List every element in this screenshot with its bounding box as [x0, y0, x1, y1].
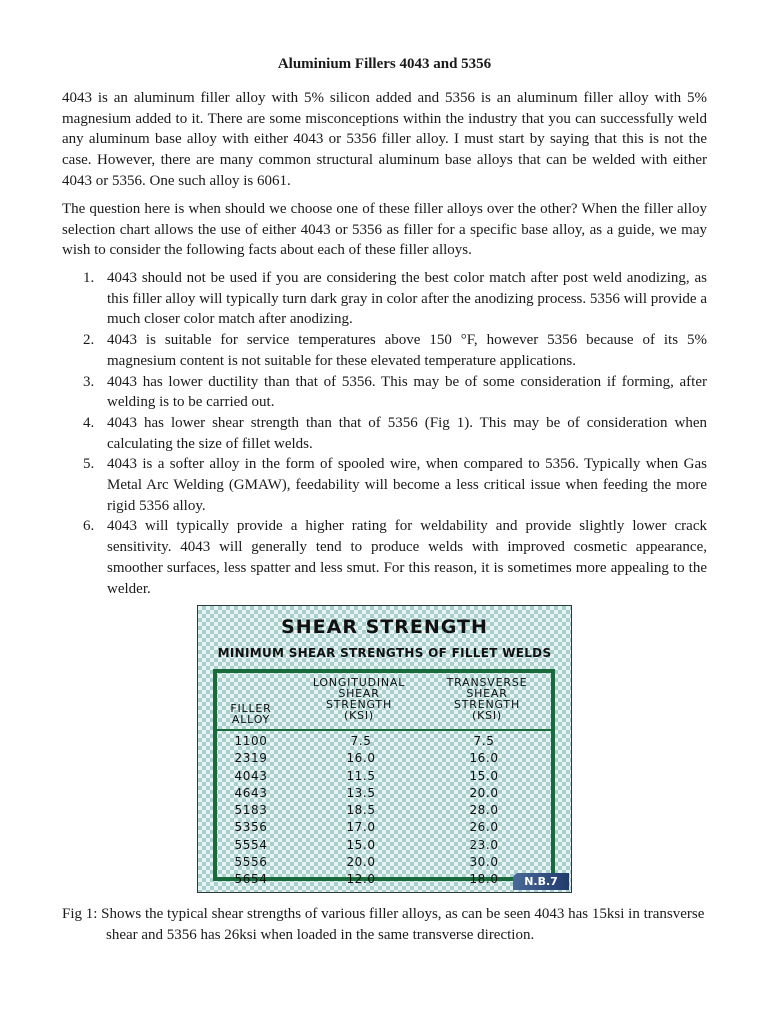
cell-alloy: 5356 — [234, 820, 268, 835]
list-item — [62, 268, 707, 330]
header-line: STRENGTH — [325, 698, 393, 711]
list-item — [62, 413, 707, 454]
header-line: (KSI) — [343, 709, 375, 722]
list-item-number: 6. — [83, 518, 95, 535]
list-item — [62, 372, 707, 413]
cell-longitudinal: 20.0 — [346, 855, 376, 870]
table-row — [217, 819, 551, 836]
list-item-text: 4043 will typically provide a higher rating for weldability and provide slightly lower crack sensitivity. 4043 will generally tend to produce welds with improved cosmetic appearance, smoother surfaces, less spatter and less smut. For this reason, it is sometimes more appealing to the welder. — [107, 518, 707, 597]
list-item-text: 4043 should not be used if you are considering the best color match after post weld anodizing, as this filler alloy will typically turn dark gray in color after the anodizing process. 5356 will provide a much closer color match after anodizing. — [107, 270, 707, 328]
table-row — [217, 854, 551, 871]
figure-subtitle: MINIMUM SHEAR STRENGTHS OF FILLET WELDS — [217, 646, 552, 660]
figure-badge: N.B.7 — [513, 873, 569, 890]
cell-transverse: 18.0 — [469, 872, 499, 887]
cell-alloy: 1100 — [234, 734, 268, 748]
list-item-text: 4043 has lower shear strength than that of 5356 (Fig 1). This may be of consideration when calculating the size of fillet welds. — [107, 414, 707, 452]
table-row — [217, 802, 551, 819]
cell-alloy: 5183 — [234, 803, 268, 818]
list-item-number: 1. — [83, 270, 95, 286]
cell-longitudinal: 17.0 — [346, 820, 376, 835]
header-line: SHEAR — [338, 687, 380, 700]
list-item-text: 4043 is a softer alloy in the form of spooled wire, when compared to 5356. Typically when Gas Metal Arc Welding (GMAW), feedability will become a less critical issue when feeding the more rigid 5356 alloy. — [107, 456, 707, 514]
cell-alloy: 5556 — [234, 855, 268, 870]
cell-longitudinal: 18.5 — [346, 803, 376, 818]
list-item-number: 4. — [83, 414, 95, 431]
list-item-number: 3. — [83, 373, 95, 390]
cell-longitudinal: 11.5 — [346, 768, 376, 783]
cell-transverse: 23.0 — [469, 837, 499, 852]
intro-paragraph: 4043 is an aluminum filler alloy with 5% silicon added and 5356 is an aluminum filler alloy with 5% magnesium added to it. There are some misconceptions within the industry that you can successfully weld any aluminum base alloy with either 4043 or 5356 filler alloy. I must start by saying that this is not the case. However, there are many common structural aluminum base alloys that can be welded with either 4043 or 5356. One such alloy is 6061. — [62, 90, 707, 189]
cell-longitudinal: 7.5 — [350, 734, 372, 748]
header-line: STRENGTH — [453, 698, 521, 711]
cell-longitudinal: 16.0 — [346, 751, 376, 766]
list-item — [62, 454, 707, 516]
question-paragraph: The question here is when should we choose one of these filler alloys over the other? When the filler alloy selection chart allows the use of either 4043 or 5356 as filler for a specific base alloy, as a guide, we may wish to consider the following facts about each of these filler alloys. — [62, 201, 707, 259]
list-item-number: 5. — [83, 456, 95, 473]
header-line: TRANSVERSE — [446, 676, 528, 689]
table-row — [217, 785, 551, 802]
facts-list — [62, 268, 707, 599]
header-line: ALLOY — [231, 713, 271, 726]
cell-transverse: 20.0 — [469, 785, 499, 800]
table-row — [217, 733, 551, 750]
cell-transverse: 16.0 — [469, 751, 499, 766]
cell-transverse: 30.0 — [469, 855, 499, 870]
cell-alloy: 4643 — [234, 785, 268, 800]
figure-title: SHEAR STRENGTH — [281, 616, 488, 638]
cell-longitudinal: 15.0 — [346, 837, 376, 852]
shear-strength-figure — [197, 605, 572, 893]
list-item — [62, 516, 707, 599]
cell-alloy: 2319 — [234, 751, 268, 766]
table-row — [217, 837, 551, 854]
cell-transverse: 15.0 — [469, 768, 499, 783]
header-line: SHEAR — [466, 687, 508, 700]
document-title: Aluminium Fillers 4043 and 5356 — [277, 56, 492, 72]
figure-caption: Fig 1: Shows the typical shear strengths of various filler alloys, as can be seen 4043 has 15ksi in transverse shear and 5356 has 26ksi when loaded in the same transverse direction. — [62, 906, 705, 943]
column-header-transverse — [437, 677, 537, 721]
cell-alloy: 4043 — [234, 768, 268, 783]
header-line: FILLER — [230, 702, 272, 715]
header-line: (KSI) — [471, 709, 503, 722]
cell-alloy: 5554 — [234, 837, 268, 852]
cell-transverse: 28.0 — [469, 803, 499, 818]
cell-longitudinal: 12.0 — [346, 872, 376, 887]
column-header-filler-alloy — [221, 703, 281, 725]
cell-alloy: 5654 — [234, 872, 268, 887]
table-row — [217, 871, 551, 888]
cell-transverse: 7.5 — [473, 734, 495, 748]
table-row — [217, 768, 551, 785]
table-body — [217, 733, 551, 889]
cell-transverse: 26.0 — [469, 820, 499, 835]
table-row — [217, 750, 551, 767]
header-divider — [217, 729, 551, 731]
list-item-number: 2. — [83, 332, 95, 349]
header-line: LONGITUDINAL — [312, 676, 406, 689]
list-item-text: 4043 is suitable for service temperatures above 150 °F, however 5356 because of its 5% magnesium content is not suitable for these elevated temperature applications. — [107, 332, 707, 369]
list-item — [62, 330, 707, 371]
cell-longitudinal: 13.5 — [346, 785, 376, 800]
column-header-longitudinal — [303, 677, 415, 721]
list-item-text: 4043 has lower ductility than that of 5356. This may be of some consideration if forming, after welding is to be carried out. — [107, 373, 707, 411]
